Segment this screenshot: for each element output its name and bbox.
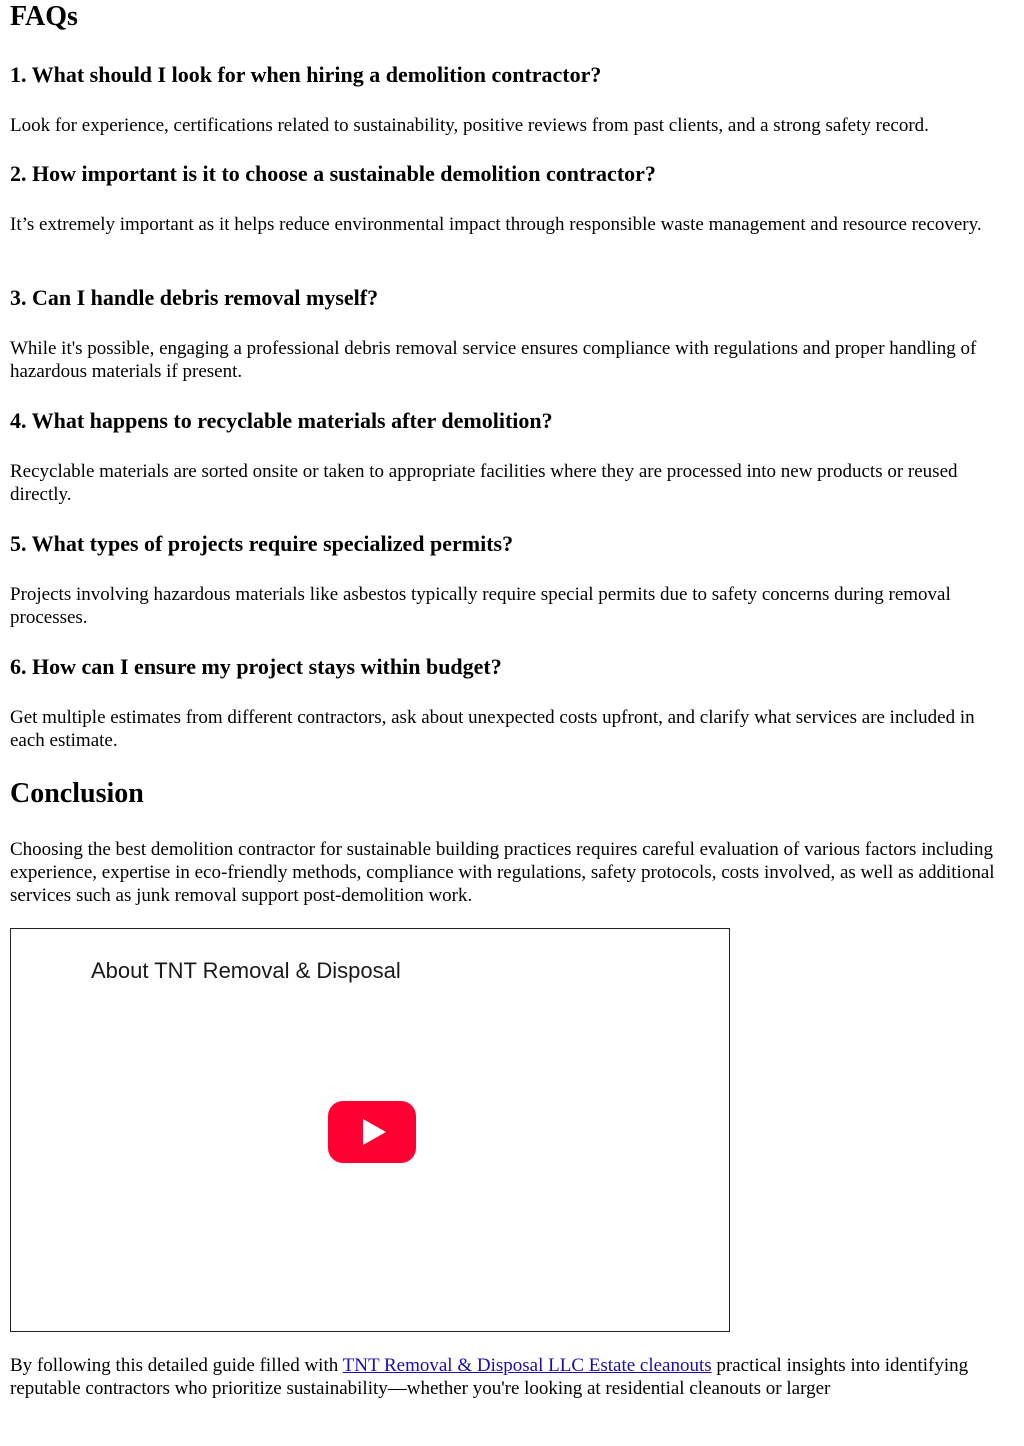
faq-question: 6. How can I ensure my project stays within budget? — [10, 654, 502, 679]
faq-heading: FAQs — [10, 1, 78, 32]
closing-text-before: By following this detailed guide filled with — [10, 1355, 343, 1376]
faq-question: 2. How important is it to choose a sustainable demolition contractor? — [10, 161, 656, 186]
play-button[interactable] — [328, 1101, 416, 1163]
closing-paragraph — [10, 1354, 1016, 1400]
video-embed[interactable] — [10, 928, 730, 1332]
faq-question: 4. What happens to recyclable materials after demolition? — [10, 408, 553, 433]
faq-answer: Projects involving hazardous materials like asbestos typically require special permits due to safety concerns during removal processes. — [10, 584, 951, 628]
faq-question: 3. Can I handle debris removal myself? — [10, 285, 379, 310]
conclusion-paragraph: Choosing the best demolition contractor for sustainable building practices requires careful evaluation of various factors including experience, expertise in eco-friendly methods, compliance with regulations, safety protocols, costs involved, as well as additional services such as junk removal support post-demolition work. — [10, 839, 995, 906]
faq-answer: Look for experience, certifications related to sustainability, positive reviews from past clients, and a strong safety record. — [10, 115, 929, 136]
conclusion-heading: Conclusion — [10, 778, 144, 809]
play-icon[interactable] — [328, 1101, 416, 1163]
faq-answer: It’s extremely important as it helps reduce environmental impact through responsible waste management and resource recovery. — [10, 214, 982, 235]
closing-text-after: practical insights into identifying reputable contractors who prioritize sustainability—whether you're looking at residential cleanouts or larger — [10, 1355, 969, 1399]
estate-cleanouts-link[interactable]: TNT Removal & Disposal LLC Estate cleanouts — [342, 1355, 712, 1376]
faq-answer: While it's possible, engaging a professional debris removal service ensures compliance with regulations and proper handling of hazardous materials if present. — [10, 338, 977, 382]
faq-answer: Recyclable materials are sorted onsite or taken to appropriate facilities where they are processed into new products or reused directly. — [10, 461, 958, 505]
faq-question: 1. What should I look for when hiring a demolition contractor? — [10, 62, 602, 87]
faq-question: 5. What types of projects require specialized permits? — [10, 531, 514, 556]
video-title[interactable]: About TNT Removal & Disposal — [91, 958, 401, 983]
faq-answer: Get multiple estimates from different contractors, ask about unexpected costs upfront, and clarify what services are included in each estimate. — [10, 707, 975, 751]
